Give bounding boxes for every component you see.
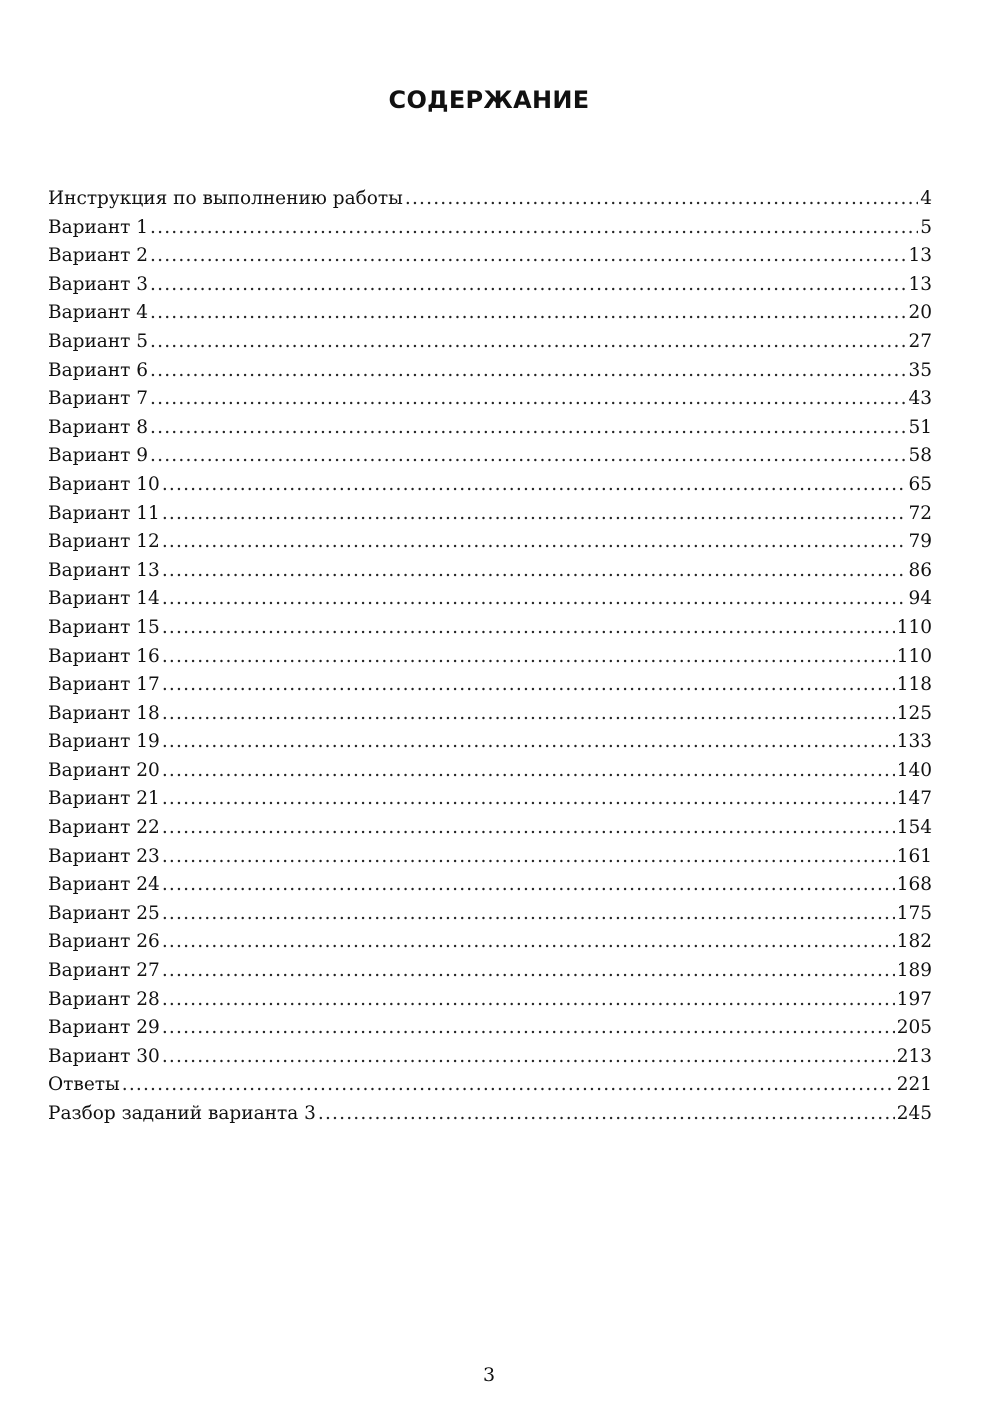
toc-entry-page: 110 (896, 616, 932, 638)
toc-entry[interactable] (48, 1014, 932, 1043)
toc-dot-leader (162, 986, 895, 1015)
toc-dot-leader (162, 700, 895, 729)
toc-entry-page: 79 (908, 531, 932, 553)
toc-entry-page: 161 (896, 845, 932, 867)
toc-dot-leader (162, 500, 907, 529)
toc-dot-leader (162, 471, 907, 500)
toc-entry-label: Вариант 16 (48, 645, 160, 667)
toc-entry[interactable] (48, 843, 932, 872)
toc-entry-page: 154 (896, 817, 932, 839)
toc-entry-label: Вариант 22 (48, 817, 160, 839)
toc-entry[interactable] (48, 1071, 932, 1100)
toc-entry-label: Вариант 19 (48, 731, 160, 753)
toc-entry-page: 189 (896, 960, 932, 982)
toc-entry[interactable] (48, 299, 932, 328)
toc-entry-page: 72 (908, 502, 932, 524)
toc-entry-page: 110 (896, 645, 932, 667)
toc-dot-leader (318, 1100, 895, 1129)
toc-entry[interactable] (48, 757, 932, 786)
toc-entry[interactable] (48, 242, 932, 271)
toc-entry-page: 245 (896, 1103, 932, 1124)
toc-dot-leader (162, 1043, 895, 1072)
toc-dot-leader (162, 928, 895, 957)
toc-entry-page: 221 (896, 1074, 932, 1096)
toc-dot-leader (150, 442, 906, 471)
toc-entry-page: 168 (896, 874, 932, 896)
table-of-contents (48, 185, 932, 1129)
toc-entry-label: Вариант 9 (48, 445, 149, 467)
toc-dot-leader (150, 414, 906, 443)
toc-entry-page: 58 (908, 445, 932, 467)
toc-dot-leader (150, 214, 918, 243)
toc-entry-label: Вариант 14 (48, 588, 160, 610)
toc-entry-page: 20 (908, 302, 932, 324)
toc-entry-page: 205 (896, 1017, 932, 1039)
toc-entry-label: Вариант 11 (48, 502, 160, 524)
toc-dot-leader (162, 843, 895, 872)
toc-dot-leader (162, 814, 895, 843)
toc-entry-label: Вариант 18 (48, 702, 160, 724)
toc-entry[interactable] (48, 271, 932, 300)
toc-dot-leader (162, 900, 895, 929)
toc-entry-label: Вариант 25 (48, 902, 160, 924)
toc-entry-page: 43 (908, 388, 932, 410)
toc-entry-label: Вариант 20 (48, 759, 160, 781)
toc-entry[interactable] (48, 785, 932, 814)
toc-entry-label: Вариант 13 (48, 559, 160, 581)
toc-entry-label: Вариант 10 (48, 473, 160, 495)
toc-entry-label: Вариант 12 (48, 531, 160, 553)
toc-entry[interactable] (48, 728, 932, 757)
toc-entry[interactable] (48, 185, 932, 214)
toc-entry-page: 4 (920, 188, 932, 209)
toc-entry[interactable] (48, 1043, 932, 1072)
toc-entry-label: Вариант 24 (48, 874, 160, 896)
toc-dot-leader (150, 299, 906, 328)
toc-entry[interactable] (48, 585, 932, 614)
toc-dot-leader (162, 528, 907, 557)
toc-entry-page: 118 (896, 674, 932, 696)
toc-entry-label: Вариант 4 (48, 302, 149, 324)
toc-entry-label: Вариант 23 (48, 845, 160, 867)
toc-entry-label: Вариант 1 (48, 216, 149, 238)
toc-entry[interactable] (48, 928, 932, 957)
toc-dot-leader (162, 1014, 895, 1043)
toc-entry-label: Вариант 2 (48, 245, 149, 267)
toc-entry-page: 51 (908, 416, 932, 438)
toc-dot-leader (162, 871, 895, 900)
toc-entry-label: Инструкция по выполнению работы (48, 188, 403, 209)
toc-entry-label: Вариант 21 (48, 788, 160, 810)
toc-dot-leader (162, 557, 907, 586)
toc-entry-page: 133 (896, 731, 932, 753)
toc-entry-label: Вариант 28 (48, 988, 160, 1010)
toc-dot-leader (150, 271, 906, 300)
toc-entry[interactable] (48, 214, 932, 243)
toc-entry-label: Вариант 3 (48, 273, 149, 295)
toc-entry-page: 13 (908, 273, 932, 295)
toc-entry[interactable] (48, 871, 932, 900)
toc-entry[interactable] (48, 643, 932, 672)
page-title: СОДЕРЖАНИЕ (388, 86, 590, 114)
toc-entry-label: Вариант 7 (48, 388, 149, 410)
toc-entry-page: 182 (896, 931, 932, 953)
toc-dot-leader (150, 242, 906, 271)
toc-entry[interactable] (48, 814, 932, 843)
toc-entry-label: Вариант 29 (48, 1017, 160, 1039)
toc-entry[interactable] (48, 557, 932, 586)
toc-entry[interactable] (48, 900, 932, 929)
toc-entry[interactable] (48, 414, 932, 443)
toc-entry-page: 27 (908, 330, 932, 352)
toc-dot-leader (162, 957, 895, 986)
toc-entry[interactable] (48, 700, 932, 729)
toc-entry-label: Вариант 15 (48, 616, 160, 638)
toc-dot-leader (162, 757, 895, 786)
toc-dot-leader (162, 643, 895, 672)
toc-entry-page: 94 (908, 588, 932, 610)
toc-entry[interactable] (48, 1100, 932, 1129)
toc-entry[interactable] (48, 328, 932, 357)
toc-dot-leader (162, 585, 907, 614)
toc-dot-leader (150, 328, 906, 357)
toc-entry[interactable] (48, 357, 932, 386)
toc-dot-leader (122, 1071, 895, 1100)
toc-entry[interactable] (48, 442, 932, 471)
toc-entry-label: Разбор заданий варианта 3 (48, 1103, 316, 1124)
toc-entry-page: 197 (896, 988, 932, 1010)
toc-entry-page: 5 (920, 216, 932, 238)
toc-entry-label: Вариант 8 (48, 416, 149, 438)
toc-entry[interactable] (48, 528, 932, 557)
toc-entry[interactable] (48, 500, 932, 529)
toc-dot-leader (150, 385, 906, 414)
toc-entry-label: Вариант 6 (48, 359, 149, 381)
toc-dot-leader (405, 185, 918, 214)
toc-dot-leader (162, 785, 895, 814)
toc-entry[interactable] (48, 471, 932, 500)
toc-entry-page: 125 (896, 702, 932, 724)
toc-entry[interactable] (48, 671, 932, 700)
toc-entry-label: Вариант 5 (48, 330, 149, 352)
toc-dot-leader (150, 357, 906, 386)
toc-entry-page: 147 (896, 788, 932, 810)
toc-entry-page: 175 (896, 902, 932, 924)
toc-entry-page: 35 (908, 359, 932, 381)
toc-entry[interactable] (48, 957, 932, 986)
toc-entry-page: 86 (908, 559, 932, 581)
toc-dot-leader (162, 728, 895, 757)
toc-entry-label: Вариант 30 (48, 1045, 160, 1067)
toc-entry-page: 213 (896, 1045, 932, 1067)
toc-entry[interactable] (48, 986, 932, 1015)
toc-entry-label: Ответы (48, 1074, 120, 1096)
toc-dot-leader (162, 671, 895, 700)
toc-entry-label: Вариант 27 (48, 960, 160, 982)
toc-entry-label: Вариант 17 (48, 674, 160, 696)
toc-entry[interactable] (48, 385, 932, 414)
toc-entry-page: 65 (908, 473, 932, 495)
page-number: 3 (482, 1364, 496, 1386)
toc-entry-page: 140 (896, 759, 932, 781)
toc-entry-page: 13 (908, 245, 932, 267)
toc-entry-label: Вариант 26 (48, 931, 160, 953)
toc-dot-leader (162, 614, 895, 643)
toc-entry[interactable] (48, 614, 932, 643)
